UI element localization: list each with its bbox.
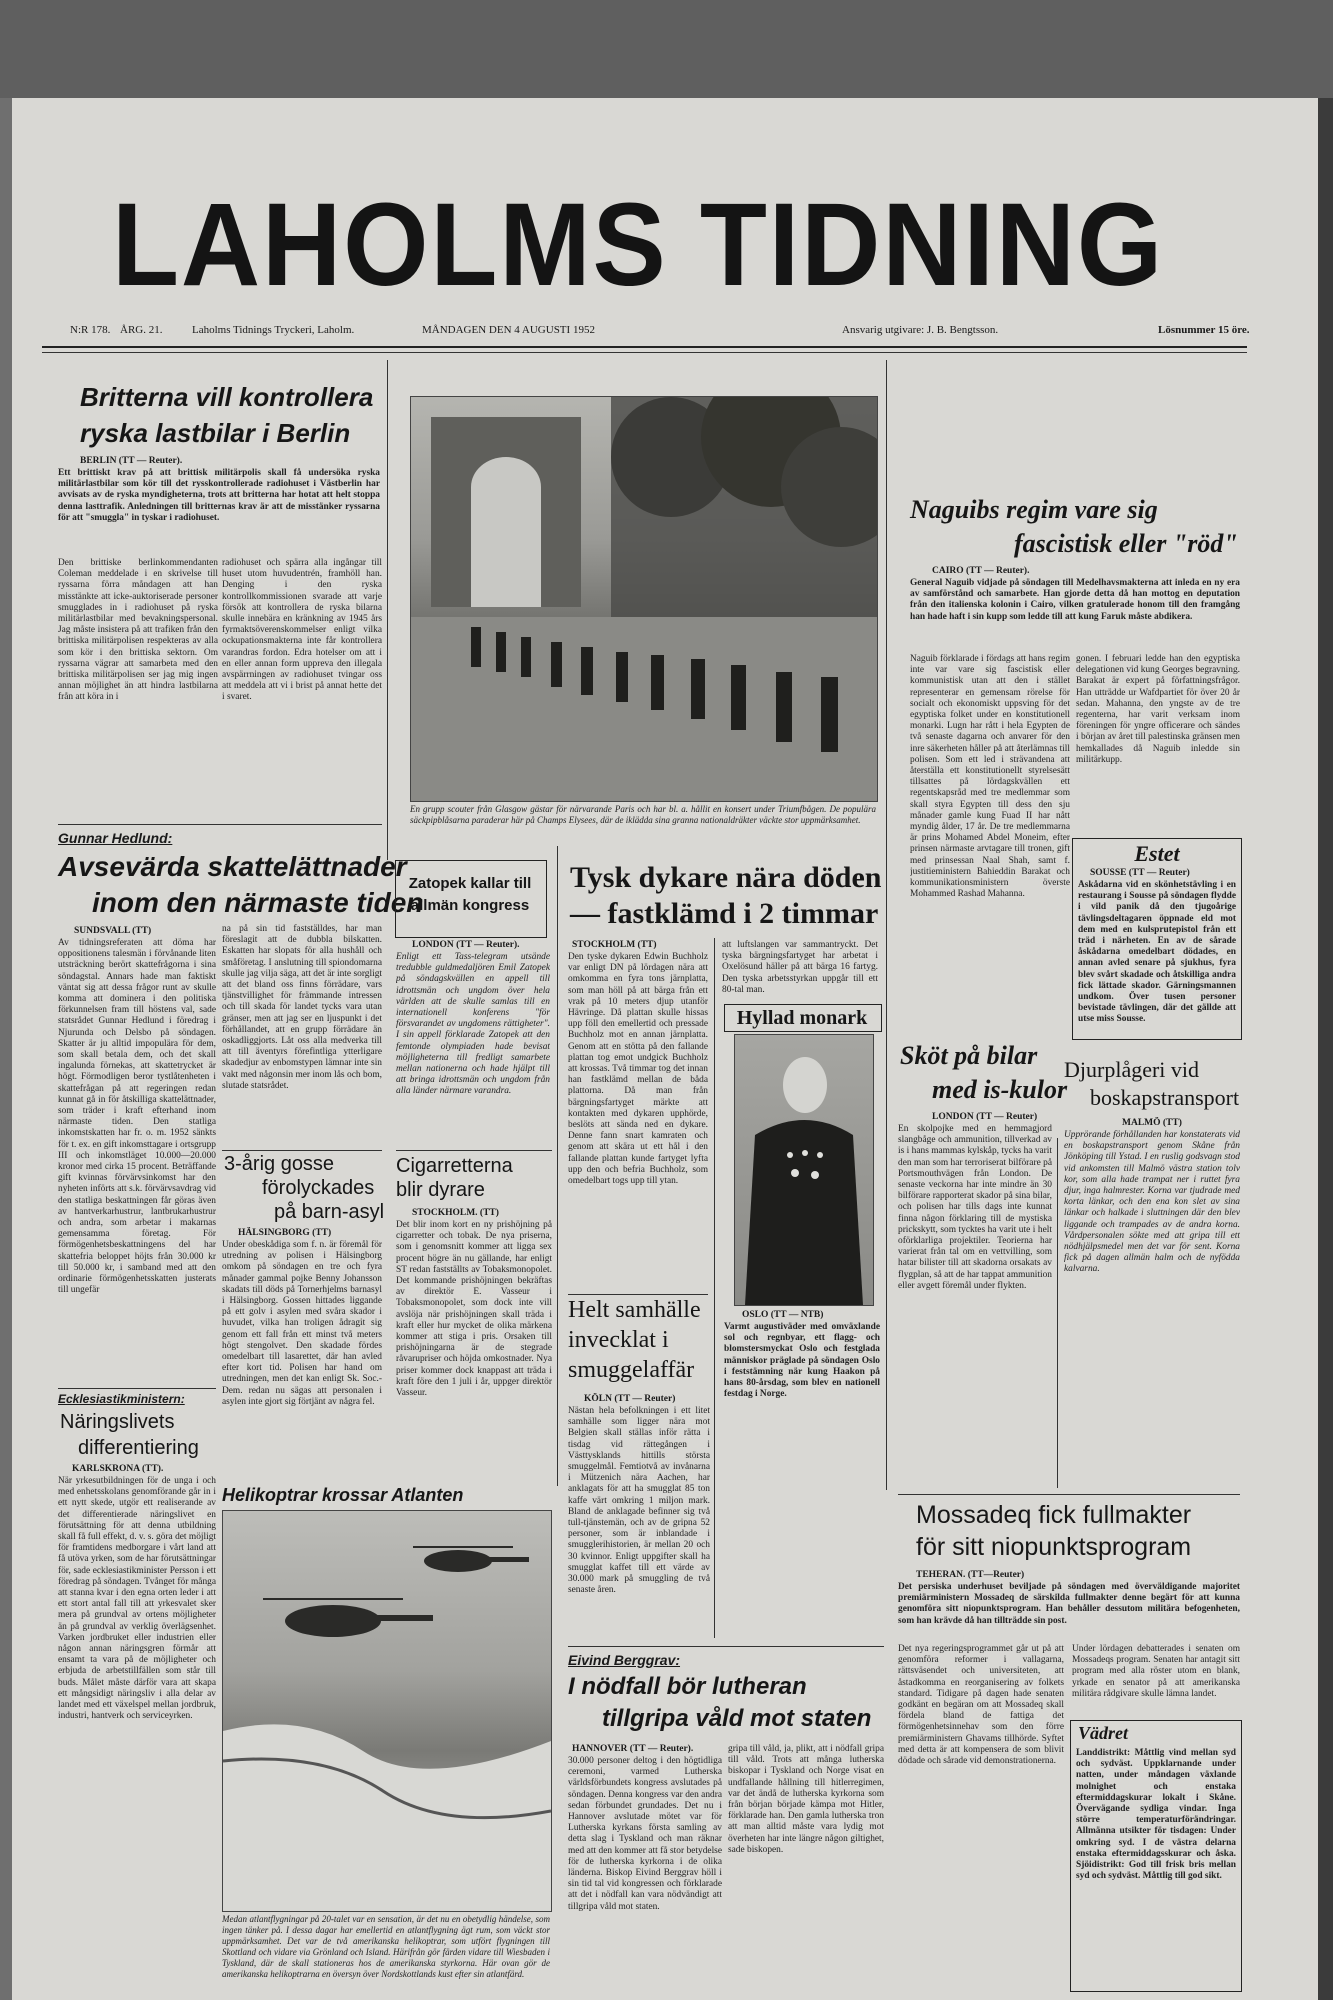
- berlin-body-col-2: radiohuset och spärra alla ingångar till huset utom huvudentrén, framhöll han. Denging i den ryska kontrollkommissionen svarade att varje försök att kontrollera de ryska bilarna skulle innebära en kränkning av 1945 års fyrmaktsöverenskommelser enligt vilka ockupationsmakterna inte får kontrollera varandras fordon. Edra hotelser om att i en eller annan form uppreva den illegala avspärrningen av radiohuset tvingar oss att meddela att vi i brist på annat hette det i svaret.: [222, 558, 382, 703]
- estet-dateline: SOUSSE (TT — Reuter): [1090, 868, 1190, 878]
- masthead-title: LAHOLMS TIDNING: [112, 179, 1165, 311]
- column-rule: [387, 360, 388, 860]
- scouts-parade-photo: [410, 396, 878, 802]
- djur-headline-1: Djurplågeri vid: [1064, 1057, 1200, 1082]
- cigarett-headline-2: blir dyrare: [396, 1179, 485, 1201]
- is-dateline: LONDON (TT — Reuter): [932, 1112, 1038, 1122]
- mossadeq-body-col-2: Under lördagen debatterades i senaten om Mossadeqs program. Senaten har antagit sitt program med alla röster utom en blank, yrkade en senator på att amerikanska militära rådgivare skulle lämna landet.: [1072, 1644, 1240, 1699]
- cigarett-body: Det blir inom kort en ny prishöjning på cigarretter och tobak. De nya priserna, som i genomsnitt kommer att ligga sex procent högre än nu gällande, har enligt ST redan fastställts av Tobaksmonopolet. Det kommande prishöjningen bekräftas av direktör E. Vasseur i Tobaksmonopolet, som dock inte vill avslöja när prishöjningen skall träda i kraft eller hur mycket de olika märkena kommer att stiga i pris. Orsaken till prishöjningarna är de stegrade råvarupriser och höjda omkostnader. Nya priser kommer dock knappast att träda i kraft före den 1 juli i år, uppger direktör Vasseur.: [396, 1220, 552, 1399]
- lutheran-headline-1: I nödfall bör lutheran: [568, 1673, 807, 1700]
- column-rule: [714, 938, 715, 1638]
- column-rule: [1057, 1138, 1058, 1488]
- berlin-lead: Ett brittiskt krav på att brittisk militärpolis skall få undersöka ryska militärlastbilar som kör till det rysskontrollerade radiohuset i Västberlin har avvisats av de ryska myndigheterna, trots att britterna har hotat att helt stoppa denna lasttrafik. Anledningen till britternas krav är att de misstänker ryssarna för att "smuggla" in tyskar i radiohuset.: [58, 468, 380, 523]
- single-copy-price: Lösnummer 15 öre.: [1158, 324, 1250, 336]
- smuggel-dateline: KÖLN (TT — Reuter): [584, 1394, 676, 1404]
- skatt-body-col-2: na på sin tid fastställdes, har man föreslagit att de dubbla bilskatten. Eskatten har slopats för alla hushåll och småföretag. I anslutning till spiondomarna skulle jag vilja säga, att det är inte sorgligt att det bland oss finns förrädare, vars tjänstvillighet för främmande intressen och till skada för landet tycks vara utan gränser, men att jag ser en ljuspunkt i det förhållandet, att en grupp förrädare än oskadliggjorts. Låt oss alla medverka till att till äventyrs förefintliga ytterligare skadedjur av enbomstypen lämnar inte sin vakt med någonsin mer inom lås och bom, slutade statsrådet.: [222, 924, 382, 1091]
- mossadeq-body-col-1: Det nya regeringsprogrammet går ut på att genomföra reformer i vallagarna, rättsväsendet och universiteten, att åstadkomma en reorganisering av folkets standard. Tidigare på dagen hade senaten godkänt en begäran om att Mossadeq skall fördela bland de fattiga det förmögenhetsinnehav som den förre premiärministern Ghavams tillhörde. Syftet med detta är att kompensera de som blivit dödade och sårade vid demonstrationerna.: [898, 1644, 1064, 1767]
- naguib-body-col-2: gonen. I februari ledde han den egyptiska delegationen vid kung Georges begravning. Barakat är expert på författningsfrågor. Han utträdde ur Wafdpartiet för över 20 år sedan. Mahanna, den yngste av de tre regenterna, har varit verksam inom föreningen för yngre officerare och sändes i början av året till palestinska gränsen men hemkallades då Naguib inledde sin militärkupp.: [1076, 654, 1240, 765]
- djur-dateline: MALMÖ (TT): [1122, 1118, 1182, 1128]
- skatt-headline-1: Avsevärda skattelättnader: [58, 851, 407, 882]
- helicopter-photo-caption: Medan atlantflygningar på 20-talet var en sensation, är det nu en obetydlig händelse, som ingen tänker på. I dessa dagar har emellertid en atlantflygning ägt rum, som väckt stor uppmärksamhet. Det var de två amerikanska helikoptrar, som utfört flygningen till Skottland och vidare via Grönland och Island. Härifrån gör färden vidare till Wiesbaden i Tyskland, där de skall stationeras hos de amerikanska styrkorna. Här ovan gör de amerikanska helikoptrarna en översyn över Nordskottlands kust efter sin atlantfärd.: [222, 1914, 550, 1979]
- section-rule: [568, 1294, 708, 1295]
- section-rule: [58, 824, 382, 825]
- dykare-body-col-1: Den tyske dykaren Edwin Buchholz var enligt DN på lördagen nära att omkomma en fyra tons järnplatta, som man höll på att bärga från ett vrak på 10 meters djup utanför Hävringe. Då plattan skulle hissas upp föll den emellertid och pressade Buchholz mot en annan järnplatta. Genom att en stötta på den fallande plattan tog emot undgick Buchholz att krossas. Två timmar tog det innan han fastklämd mellan de båda plattorna. Då man från bärgningsfartyget märkte att kontakten med dykaren upphörde, beslöts att sända ned en dykare. Denne fann snart kamraten och genom att skära ut ett hål i den fallande plattan kunde fartyget lyfta upp den och befria Buchholz, som omedelbart togs upp till ytan.: [568, 952, 708, 1187]
- printer-name: Laholms Tidnings Tryckeri, Laholm.: [192, 324, 355, 336]
- smuggel-headline-2: invecklat i: [568, 1327, 669, 1353]
- masthead-rule: [42, 346, 1247, 348]
- naguib-headline-2: fascistisk eller "röd": [1014, 529, 1238, 558]
- naguib-lead: General Naguib vidjade på söndagen till Medelhavsmakterna att inleda en ny era av samförstånd och samarbete. Han gjorde detta då han mottog en deputation från den italienska kolonin i Cairo, vilken gratulerade honom till den framgång han hade haft i sin kupp som ledde till att kung Faruk måste abdikera.: [910, 578, 1240, 622]
- djur-body: Upprörande förhållanden har konstaterats vid en boskapstransport genom Skåne från Jönköping till Ystad. I en ruslig godsvagn stod vid ankomsten till Malmö västra station tolv kor, som alla hade trampat ner i ruttet fyra djur, inga halmrester. Korna var tjudrade med korta länkar, och den ena kon slet av sina länkar och halkade i sluttningen där den blev liggande och trampades av de andra korna. Vårdpersonalen sökte med att gripa till ett nödhjälpsmedel men det var för sent. Korna fick på dagen allmän halm och de nyfödda kalvarna.: [1064, 1130, 1240, 1275]
- helikopter-headline: Helikoptrar krossar Atlanten: [222, 1485, 464, 1505]
- lutheran-body-col-2: gripa till våld, ja, plikt, att i nödfall gripa till våld. Trots att många lutherska biskopar i Tyskland och Norge visat en undfallande hållning till hitlerregimen, var det ändå de lutherska kyrkorna som från början började kämpa mot Hitler, förklarade han. Den gamla lutherska tron att man alltid måste vara lydig mot överheten har inte längre någon giltighet, sade biskopen.: [728, 1744, 884, 1855]
- issue-date: MÅNDAGEN DEN 4 AUGUSTI 1952: [422, 324, 595, 336]
- section-rule: [396, 1150, 552, 1151]
- section-rule: [222, 1150, 382, 1151]
- triumphal-arch-illustration: [411, 397, 877, 801]
- dykare-headline-2: — fastklämd i 2 timmar: [570, 897, 879, 930]
- is-body: En skolpojke med en hemmagjord slangbåge och ammunition, tillverkad av is i hans mammas kylskåp, tycks ha varit den man som har terroriserat bilförare på Portsmouthvägen från London. De senaste veckorna har inte mindre än 30 bilförare rapporterat skador på sina bilar, och polisen har tills dags inte kunnat finna någon förklaring till de mystiska prickskytt, som tycktes ha varit ute i helt oförklarliga projektiler. Teorierna har varierat från tal om en vettvilling, som hatar bilister till att skadorna orsakats av flygplan, så att de har tappat ammunition eller avgett föremål under flykten.: [898, 1124, 1052, 1291]
- dykare-dateline: STOCKHOLM (TT): [572, 940, 657, 950]
- section-rule: [58, 1388, 216, 1389]
- zatopek-dateline: LONDON (TT — Reuter).: [412, 940, 520, 950]
- vadret-headline: Vädret: [1078, 1723, 1129, 1743]
- estet-headline: Estet: [1134, 841, 1180, 866]
- publisher-name: Ansvarig utgivare: J. B. Bengtsson.: [842, 324, 999, 336]
- skatt-dateline: SUNDSVALL (TT): [74, 926, 152, 936]
- masthead-info-bar: [42, 320, 1250, 342]
- naringsliv-body: När yrkesutbildningen för de unga i och med enhetsskolans genomförande går in i ett nytt skede, utgör ett realiserande av det differentierade näringslivet en förutsättning för att denna utbildning skall få full effekt, d. v. s. göra det möjligt för framtidens medborgare i vårt land att få utöva yrken, som de har förutsättningar för, sade ecklesiastikminister Persson i ett föredrag på söndagen. Tvånget för många att stanna kvar i den egna orten leder i att ett stort antal fall till att yrkesvalet sker mera på grundval av ortens möjligheter än på grundval av verklig överlägsenhet. Varken jordbruket eller industrien eller någon annan näringsgren förmår att ensamt ta vara på de möjligheter och erbjuda de arbetstillfällen som står till buds. Målet måste därför vara att skapa ett mångsidigt näringsliv i alla delar av landet med ett växelspel mellan jordbruk, industri, hantverk och serviceyrken.: [58, 1476, 216, 1722]
- smuggel-headline-3: smuggelaffär: [568, 1357, 695, 1383]
- lutheran-dateline: HANNOVER (TT — Reuter).: [572, 1744, 694, 1754]
- monark-caption: Varmt augustiväder med omväxlande sol och regnbyar, ett flagg- och blomstersmyckat Oslo och festglada människor präglade på söndagen Oslo i feststämning när kung Haakon på hans 80-årsdag, som blev en nationell festdag i Norge.: [724, 1322, 880, 1400]
- skatt-headline-2: inom den närmaste tiden: [92, 887, 424, 918]
- lutheran-body-col-1: 30.000 personer deltog i den högtidliga ceremoni, varmed Lutherska världsförbundets kongress avslutades på söndagen. Denna kongress var den andra sedan förbundet grundades. Det nu i Hannover avslutade mötet var för Lutherska kyrkans första samling av detta slag i Tyskland och man räknar med att den kommer att få stor betydelse för de lutherska kyrkorna i de olika länderna. Biskop Eivind Berggrav höll i sin tid tal vid kongressen och förklarade att det i nödfall kan vara nödvändigt att tillgripa våld mot staten.: [568, 1756, 722, 1912]
- naringsliv-kicker: Ecklesiastikministern:: [58, 1392, 185, 1406]
- is-headline-1: Sköt på bilar: [900, 1041, 1038, 1070]
- mossadeq-headline-1: Mossadeq fick fullmakter: [916, 1501, 1192, 1529]
- gosse-headline-1: 3-årig gosse: [224, 1153, 335, 1175]
- dykare-body-col-2: att luftslangen var sammantryckt. Det tyska bärgningsfartyget har arbetat i Oxelösund häller på att bärga 16 fartyg. Den tyska arbetsstyrkan uppgår till ett 80-tal man.: [722, 940, 878, 995]
- monark-dateline: OSLO (TT — NTB): [742, 1310, 824, 1320]
- scan-background-right: [1318, 98, 1333, 2000]
- helicopters-photo: [222, 1510, 552, 1912]
- lutheran-headline-2: tillgripa våld mot staten: [602, 1705, 872, 1732]
- dykare-headline-1: Tysk dykare nära döden: [570, 861, 882, 894]
- scan-background-top: [0, 0, 1333, 98]
- zatopek-body: Enligt ett Tass-telegram utsände tredubble guldmedaljören Emil Zatopek på söndagskvällen en appell till idrottsmän och ungdom över hela världen att de skulle samlas till en internationell konferens "för försvarandet av ungdomens rättigheter". I sin appell förklarade Zatopek att den femtonde olympiaden hade bevisat möjligheterna till fredligt samarbete mellan nationerna och hade hjälpt till att bringa idrottsmän och ungdom från alla länder närmare varandra.: [396, 952, 550, 1097]
- cigarett-dateline: STOCKHOLM. (TT): [412, 1208, 499, 1218]
- lutheran-kicker: Eivind Berggrav:: [568, 1652, 681, 1668]
- smuggel-body: Nästan hela befolkningen i ett litet samhälle som ligger nära mot Belgien skall ställas inför rätta i tisdag vid rättegången i Västtysklands hittills största smuggelmål. Femtiotvå av invånarna i Mützenich nära Aachen, har anklagats för att ha smugglat 85 ton kaffe värt omkring 1 miljon mark. Bland de anklagade befinner sig två tull-tjänstemän, och av de gripna 52 personer, som är inblandade i smugglerihistorien, är mellan 20 och 30 kvinnor. Enligt uppgifter skall ha smugglat kaffet till ett värde av 30.000 mark på smuggling de två senaste åren.: [568, 1406, 710, 1596]
- naguib-body-col-1: Naguib förklarade i fördags att hans regim inte var vare sig fascistisk eller kommunistisk utan att den i stället representerar en gemensam rörelse för socialt och ekonomiskt uppsving för det egyptiska folket under en konstitutionell monarki. Lugn har rått i hela Egypten de två senaste dagarna och anvarer för den inre säkerheten håller på att återlämnas till polisen. Som ett led i strävandena att återställa ett konstitutionellt styrelsesätt tillsattes på lördagskvällen ett regentskapsråd med tre medlemmar som skall styra Egypten till dess den sju månader gamle kung Fuad II har nått myndig ålder, 17 år. De tre medlemmarna är prins Mohamed Abdel Moneim, efter prinsen närmaste arvtagare till tronen, gift med prinsessan Naal Shah, samt f. justitieministern Bahieddin Barakat och kommunikationsministern överste Mohammed Rashad Mahanna.: [910, 654, 1070, 900]
- monark-headline: Hyllad monark: [736, 1007, 868, 1029]
- section-rule: [568, 1646, 884, 1647]
- issue-number: N:R 178.: [70, 324, 111, 336]
- berlin-dateline: BERLIN (TT — Reuter).: [80, 456, 183, 466]
- gosse-headline-3: på barn-asyl: [274, 1201, 385, 1223]
- berlin-headline-2: ryska lastbilar i Berlin: [80, 418, 351, 448]
- berlin-body-col-1: Den brittiske berlinkommendanten Coleman meddelade i en skrivelse till ryssarna förra måndagen att han misstänkte att icke-auktoriserade personer smugglades in i radiohuset på ryska militärlastbilar med bevakningspersonal. Jag måste insistera på att trafiken från den brittiska militärpolisen respekteras av alla som kör i den brittiska sektorn. Om ryssarna vägrar att samarbeta med den brittiska militärpolisen ser jag mig ingen annan möjlighet än att hindra lastbilarna från att köra in i: [58, 558, 218, 703]
- mossadeq-lead: Det persiska underhuset beviljade på söndagen med överväldigande majoritet premiärministern Mossadeq de särskilda fullmakter denne begärt för att kunna genomföra sitt niopunktsprogram. Han behåller dessutom militära befogenheten, som han krävde då han tillträdde sin post.: [898, 1582, 1240, 1626]
- masthead-rule-thin: [42, 352, 1247, 353]
- zatopek-headline-2: allmän kongress: [410, 897, 530, 914]
- skatt-body-col-1: Av tidningsreferaten att döma har oppositionens talesmän i förvånande liten utsträckning berört skattefrågorna i sina söndagstal. Annars hade man faktiskt väntat sig att dessa frågor runt av skulle komma att dominera i den politiska förkunnelsen fram till höstens val, sade statsrådet Gunnar Hedlund i föredrag i Njurunda och Delsbo på söndagen. Skatter är ju alltid impopulära för dem, som skall betala dem, och det skall ingalunda förnekas, att skattetrycket är högt. Förmodligen beror tystlåtenheten i skattefrågan på att regeringen redan kunnat gå in för åtskilliga skattelättnader, som träder i kraft efterhand inom närmaste tiden. Den statliga inkomstskatten har fr. o. m. 1952 sänkts för t. ex. en gift inkomsttagare i ortsgrupp III och inkomstläget 10.000—20.000 kronor med cirka 15 procent. Beträffande gift kvinnas förvärvsinkomst har den nyheten införts att s.k. förvärvsavdrag vid den statliga beskattningen får göras även av hantverkarhustrur, lantbrukarhustrur och andra, som arbetar i makarnas gemensamma företag. För förmögenhetsbeskattningens del har skattefria beloppet höjts från 30.000 kr till 50.000 kr, i samband med att den ordinarie förmögenhetsskatten justerats till ungefär: [58, 938, 216, 1296]
- naringsliv-headline-1: Näringslivets: [60, 1411, 175, 1433]
- gosse-body: Under obeskådiga som f. n. är föremål för utredning av polisen i Hälsingborg omkom på söndagen en tre och fyra månader gammal pojke Benny Johansson skadats till döds på Tornerhjelms barnasyl i Hälsingborg. Gossen hittades liggande på ett golv i asylen med svåra skador i huvudet, vilka han troligen ådragit sig genom ett fall från ett minst två meters högt stengolvet. Den skadade fördes omedelbart till lasarettet, där han avled efter kort tid. Polisen har hand om utredningen, men det kan enligt Sk. Soc.-Dem. redan nu sägas att personalen i asylen inte gjort sig förtjänt av några fel.: [222, 1240, 382, 1407]
- skatt-kicker: Gunnar Hedlund:: [58, 830, 173, 846]
- vadret-body: Landdistrikt: Måttlig vind mellan syd och sydväst. Uppklarnande under natten, under måndagen växlande molnighet och enstaka eftermiddagskurar lokalt i Skåne. Övervägande sydliga vindar. Inga större temperaturförändringar. Allmänna utsikter för tisdagen: Under omkring syd. I de västra delarna enstaka eftermiddagsskurar och åska. Sjöidistrikt: God till frisk bris mellan syd och sydväst. Måttlig till god sikt.: [1076, 1748, 1236, 1882]
- naringsliv-dateline: KARLSKRONA (TT).: [72, 1464, 164, 1474]
- portrait-silhouette-illustration: [735, 1035, 873, 1305]
- mossadeq-dateline: TEHERAN. (TT—Reuter): [916, 1570, 1025, 1580]
- newspaper-page: [12, 98, 1318, 2000]
- berlin-headline-1: Britterna vill kontrollera: [80, 382, 374, 412]
- smuggel-headline-1: Helt samhälle: [568, 1297, 701, 1323]
- section-rule: [898, 1494, 1240, 1495]
- volume-year: ÅRG. 21.: [120, 324, 163, 336]
- is-headline-2: med is-kulor: [932, 1075, 1068, 1104]
- king-haakon-portrait: [734, 1034, 874, 1306]
- mossadeq-headline-2: för sitt niopunktsprogram: [916, 1533, 1192, 1561]
- estet-body: Åskådarna vid en skönhetstävling i en restaurang i Sousse på söndagen flydde i vild panik då den tjugoårige tävlingsdeltagaren öppnade eld mot dem med en kulsprutepistol från ett träd i närheten. En av de sårade åskådarna omedelbart dödades, en annan avled senare på sjukhus, fyra blev svårt skadade och åtskilliga andra fick lättade skador. Gärningsmannen undkom. Över tusen personer bevistade tävlingen, där det gällde att utse miss Sousse.: [1078, 880, 1236, 1025]
- naguib-headline-1: Naguibs regim vare sig: [910, 495, 1158, 524]
- gosse-dateline: HÄLSINGBORG (TT): [238, 1228, 332, 1238]
- column-rule: [557, 846, 558, 1486]
- naringsliv-headline-2: differentiering: [78, 1437, 199, 1459]
- helicopters-illustration: [223, 1511, 551, 1911]
- naguib-dateline: CAIRO (TT — Reuter).: [932, 566, 1030, 576]
- zatopek-headline-1: Zatopek kallar till: [408, 875, 532, 892]
- cigarett-headline-1: Cigarretterna: [396, 1155, 513, 1177]
- djur-headline-2: boskapstransport: [1090, 1085, 1240, 1110]
- gosse-headline-2: förolyckades: [262, 1177, 375, 1199]
- scouts-photo-caption: En grupp scouter från Glasgow gästar för närvarande Paris och har bl. a. hållit en konsert under Triumfbågen. De populära säckpipblåsarna paraderar här på Champs Elysees, där de iklädda sina granna nationaldräkter väckte stor uppmärksamhet.: [410, 804, 876, 825]
